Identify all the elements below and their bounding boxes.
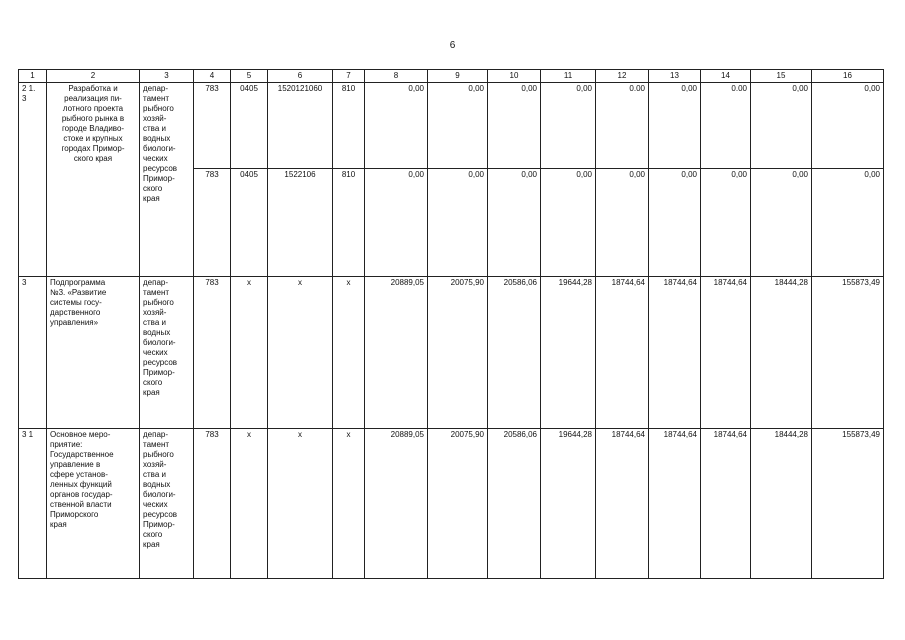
cell-c14: 18744,64 bbox=[701, 277, 751, 429]
cell-c16: 155873,49 bbox=[812, 429, 884, 579]
cell-c9: 0,00 bbox=[428, 169, 488, 277]
cell-c8: 20889,05 bbox=[365, 429, 428, 579]
page-number: 6 bbox=[449, 40, 456, 51]
header-row bbox=[19, 70, 884, 83]
cell-c8: 20889,05 bbox=[365, 277, 428, 429]
cell-c16: 155873,49 bbox=[812, 277, 884, 429]
cell-c15: 18444,28 bbox=[751, 429, 812, 579]
cell-c15: 0,00 bbox=[751, 169, 812, 277]
row-name: Подпрограмма №3. «Развитие системы госу- дарственного управления» bbox=[47, 277, 140, 429]
cell-c13: 18744,64 bbox=[649, 429, 701, 579]
cell-c10: 0,00 bbox=[488, 169, 541, 277]
row-code: 3 1 bbox=[19, 429, 47, 579]
cell-c4: 783 bbox=[194, 83, 231, 169]
cell-c14: 18744,64 bbox=[701, 429, 751, 579]
budget-table bbox=[18, 69, 884, 579]
cell-c7: x bbox=[333, 277, 365, 429]
cell-c4: 783 bbox=[194, 169, 231, 277]
cell-c9: 20075,90 bbox=[428, 277, 488, 429]
cell-c11: 0,00 bbox=[541, 83, 596, 169]
row-name: Разработка и реализация пи- лотного проекта рыбного рынка в городе Владиво- стоке и крупных городах Примор- ского края bbox=[47, 83, 140, 277]
cell-c10: 20586,06 bbox=[488, 429, 541, 579]
col-header: 6 bbox=[268, 70, 333, 83]
cell-c11: 19644,28 bbox=[541, 429, 596, 579]
col-header: 10 bbox=[488, 70, 541, 83]
cell-c12: 0.00 bbox=[596, 83, 649, 169]
cell-c7: 810 bbox=[333, 169, 365, 277]
cell-c15: 0,00 bbox=[751, 83, 812, 169]
cell-c13: 0,00 bbox=[649, 169, 701, 277]
cell-c8: 0,00 bbox=[365, 83, 428, 169]
row-department: депар- тамент рыбного хозяй- ства и водных биологи- ческих ресурсов Примор- ского края bbox=[140, 429, 194, 579]
cell-c5: x bbox=[231, 429, 268, 579]
col-header: 3 bbox=[140, 70, 194, 83]
cell-c6: x bbox=[268, 277, 333, 429]
cell-c9: 20075,90 bbox=[428, 429, 488, 579]
cell-c6: 1520121060 bbox=[268, 83, 333, 169]
col-header: 11 bbox=[541, 70, 596, 83]
cell-c5: 0405 bbox=[231, 83, 268, 169]
cell-c12: 18744,64 bbox=[596, 429, 649, 579]
cell-c6: x bbox=[268, 429, 333, 579]
cell-c7: 810 bbox=[333, 83, 365, 169]
cell-c6: 1522106 bbox=[268, 169, 333, 277]
cell-c4: 783 bbox=[194, 277, 231, 429]
cell-c13: 0,00 bbox=[649, 83, 701, 169]
cell-c11: 0,00 bbox=[541, 169, 596, 277]
cell-c11: 19644,28 bbox=[541, 277, 596, 429]
row-code: 3 bbox=[19, 277, 47, 429]
col-header: 8 bbox=[365, 70, 428, 83]
col-header: 15 bbox=[751, 70, 812, 83]
col-header: 13 bbox=[649, 70, 701, 83]
cell-c12: 18744,64 bbox=[596, 277, 649, 429]
row-name: Основное меро- приятие: Государственное управление в сфере установ- ленных функций органов государ- ственной власти Приморского края bbox=[47, 429, 140, 579]
row-department: депар- тамент рыбного хозяй- ства и водных биологи- ческих ресурсов Примор- ского края bbox=[140, 83, 194, 277]
table-row bbox=[19, 277, 884, 429]
col-header: 12 bbox=[596, 70, 649, 83]
cell-c16: 0,00 bbox=[812, 169, 884, 277]
col-header: 14 bbox=[701, 70, 751, 83]
cell-c12: 0,00 bbox=[596, 169, 649, 277]
col-header: 2 bbox=[47, 70, 140, 83]
cell-c4: 783 bbox=[194, 429, 231, 579]
cell-c5: 0405 bbox=[231, 169, 268, 277]
cell-c15: 18444,28 bbox=[751, 277, 812, 429]
cell-c9: 0,00 bbox=[428, 83, 488, 169]
row-code: 2 1. 3 bbox=[19, 83, 47, 277]
cell-c7: x bbox=[333, 429, 365, 579]
col-header: 1 bbox=[19, 70, 47, 83]
cell-c10: 20586,06 bbox=[488, 277, 541, 429]
cell-c13: 18744,64 bbox=[649, 277, 701, 429]
table-row bbox=[19, 429, 884, 579]
col-header: 16 bbox=[812, 70, 884, 83]
cell-c16: 0,00 bbox=[812, 83, 884, 169]
table-row bbox=[19, 83, 884, 169]
cell-c14: 0.00 bbox=[701, 83, 751, 169]
row-department: депар- тамент рыбного хозяй- ства и водных биологи- ческих ресурсов Примор- ского края bbox=[140, 277, 194, 429]
cell-c5: x bbox=[231, 277, 268, 429]
col-header: 4 bbox=[194, 70, 231, 83]
col-header: 7 bbox=[333, 70, 365, 83]
col-header: 9 bbox=[428, 70, 488, 83]
cell-c10: 0,00 bbox=[488, 83, 541, 169]
col-header: 5 bbox=[231, 70, 268, 83]
cell-c14: 0,00 bbox=[701, 169, 751, 277]
cell-c8: 0,00 bbox=[365, 169, 428, 277]
